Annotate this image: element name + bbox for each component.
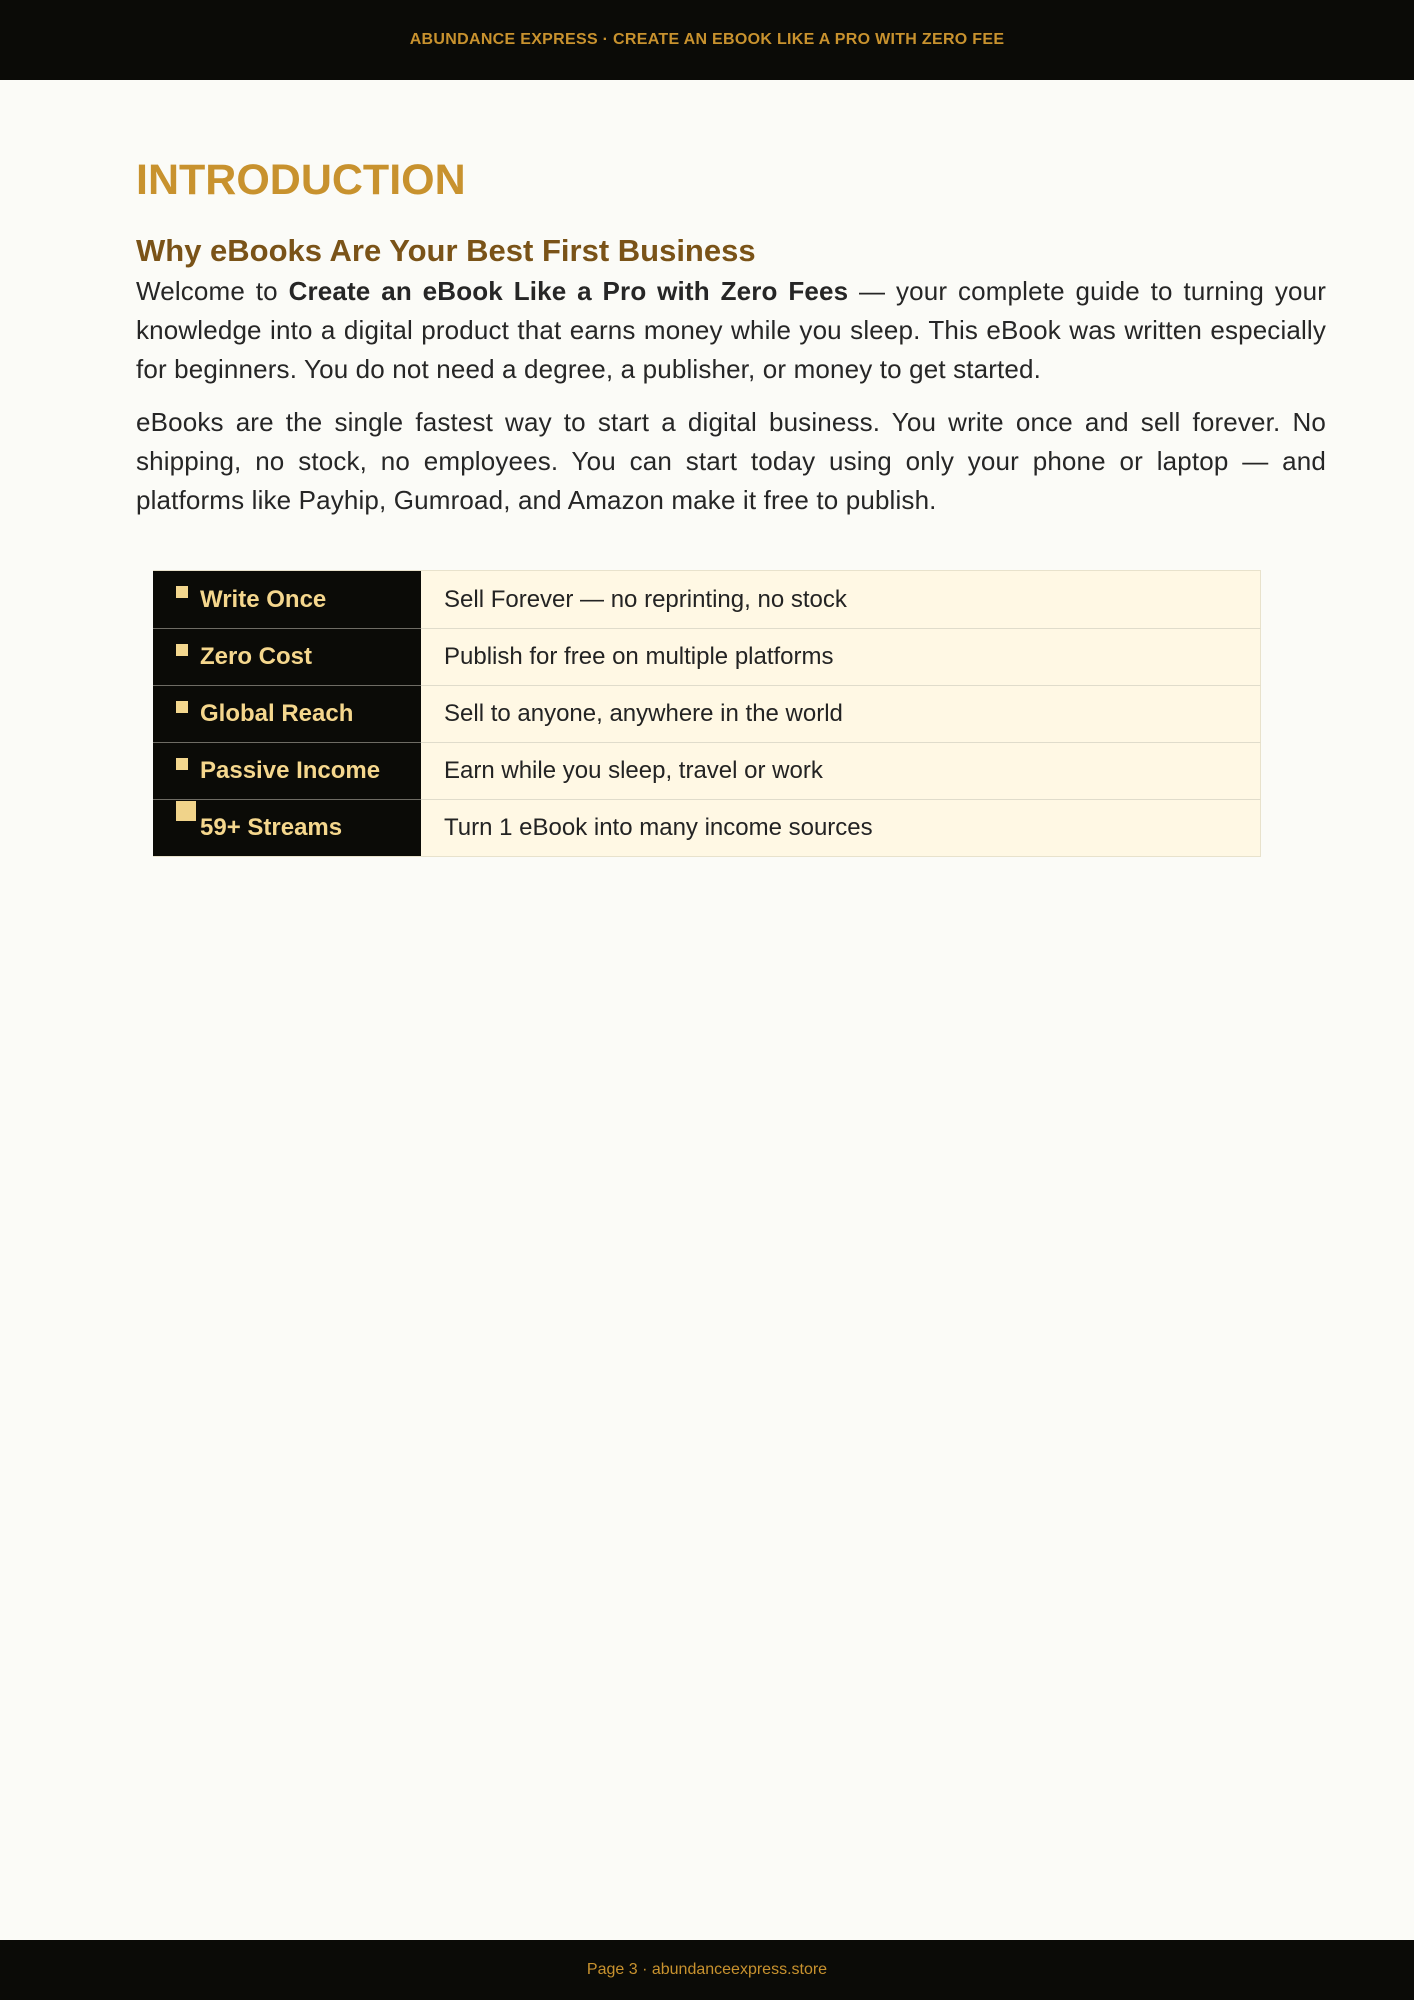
benefit-label: Global Reach bbox=[200, 700, 354, 727]
benefit-description: Sell to anyone, anywhere in the world bbox=[421, 685, 1261, 742]
benefit-label-cell bbox=[153, 571, 421, 628]
benefits-table bbox=[153, 570, 1261, 857]
table-row bbox=[153, 742, 1261, 799]
square-bullet-icon bbox=[176, 701, 188, 713]
intro-paragraph-1 bbox=[136, 272, 1326, 389]
benefit-description: Publish for free on multiple platforms bbox=[421, 628, 1261, 685]
benefit-label: Passive Income bbox=[200, 757, 381, 784]
benefit-label-cell bbox=[153, 628, 421, 685]
benefit-label: Zero Cost bbox=[200, 643, 313, 670]
book-title-bold: Create an eBook Like a Pro with Zero Fees bbox=[288, 276, 849, 306]
benefit-label: 59+ Streams bbox=[200, 814, 343, 841]
benefit-label-cell bbox=[153, 742, 421, 799]
section-subheading: Why eBooks Are Your Best First Business bbox=[136, 233, 756, 268]
benefit-description: Sell Forever — no reprinting, no stock bbox=[421, 571, 1261, 628]
intro-paragraph-1-prefix: Welcome to bbox=[136, 276, 289, 306]
page-content bbox=[136, 150, 1326, 857]
intro-paragraph-1-suffix: — your complete guide to turning your knowledge into a digital product that earns money while you sleep. This eBook was written especially for beginners. You do not need a degree, a publisher, or money to get started. bbox=[136, 276, 1327, 384]
table-row bbox=[153, 628, 1261, 685]
benefit-label-cell bbox=[153, 685, 421, 742]
square-bullet-icon bbox=[176, 801, 196, 821]
table-row bbox=[153, 571, 1261, 628]
square-bullet-icon bbox=[176, 644, 188, 656]
benefit-description: Turn 1 eBook into many income sources bbox=[421, 799, 1261, 856]
benefit-label-cell bbox=[153, 799, 421, 856]
benefit-label: Write Once bbox=[200, 585, 327, 613]
intro-paragraph-2: eBooks are the single fastest way to start a digital business. You write once and sell forever. No shipping, no stock, no employees. You can start today using only your phone or laptop — and platforms like Payhip, Gumroad, and Amazon make it free to publish. bbox=[136, 407, 1326, 515]
square-bullet-icon bbox=[176, 586, 188, 598]
page-footer bbox=[0, 1940, 1414, 2000]
header-title: ABUNDANCE EXPRESS · CREATE AN EBOOK LIKE A PRO WITH ZERO FEE bbox=[409, 31, 1005, 48]
footer-text: Page 3 · abundanceexpress.store bbox=[586, 1961, 828, 1978]
page-header bbox=[0, 0, 1414, 80]
section-heading: INTRODUCTION bbox=[136, 156, 466, 204]
table-row bbox=[153, 685, 1261, 742]
square-bullet-icon bbox=[176, 758, 188, 770]
benefit-description: Earn while you sleep, travel or work bbox=[421, 742, 1261, 799]
table-row bbox=[153, 799, 1261, 856]
